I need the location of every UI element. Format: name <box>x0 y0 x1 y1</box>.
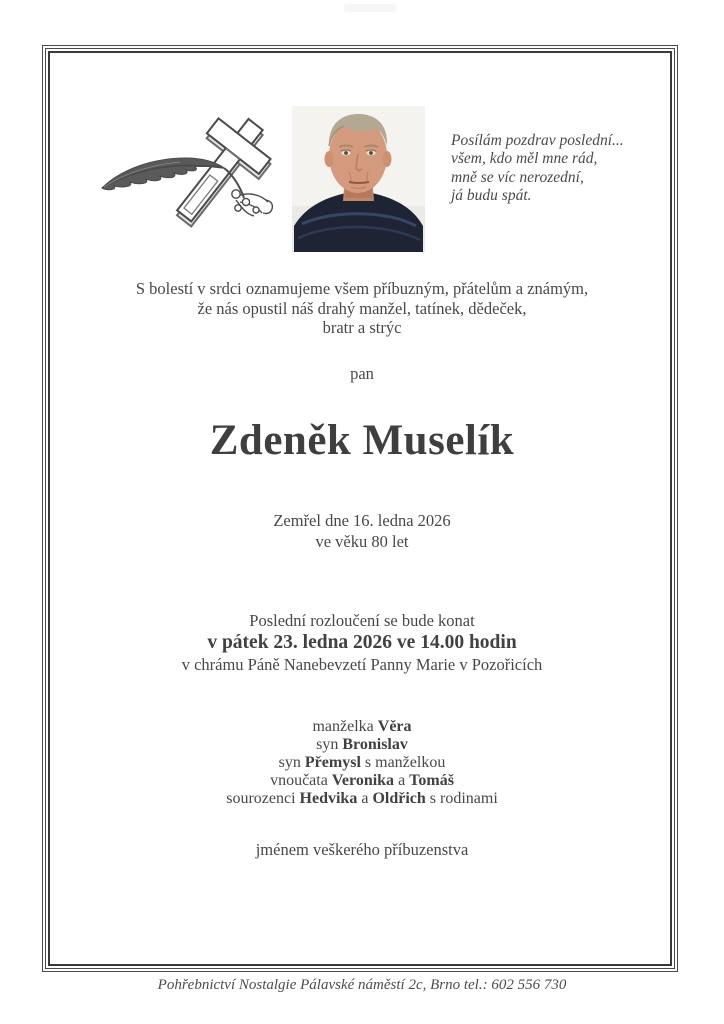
scan-artifact <box>344 4 396 12</box>
cross-and-feather-icon <box>90 112 286 228</box>
family-line: syn Přemysl s manželkou <box>278 753 446 771</box>
poem <box>451 132 637 206</box>
deceased-name: Zdeněk Muselík <box>209 417 515 464</box>
funeral-datetime: v pátek 23. ledna 2026 ve 14.00 hodin <box>207 632 517 653</box>
poem-line: Posílám pozdrav poslední... <box>451 132 624 149</box>
family-line: syn Bronislav <box>316 735 408 753</box>
death-age-line: ve věku 80 let <box>315 531 409 551</box>
family-line: vnoučata Veronika a Tomáš <box>270 771 454 789</box>
honorific: pan <box>350 364 374 383</box>
announcement-line: S bolestí v srdci oznamujeme všem příbuzným, přátelům a známým, <box>135 279 589 298</box>
family-line: manželka Věra <box>312 718 412 735</box>
funeral-info <box>42 611 682 675</box>
family-line: sourozenci Hedvika a Oldřich s rodinami <box>226 789 498 807</box>
funeral-location: v chrámu Páně Nanebevzetí Panny Marie v Pozořicích <box>181 655 543 674</box>
announcement-line: bratr a strýc <box>322 318 402 338</box>
death-info <box>42 511 682 552</box>
poem-line: mně se víc nerozední, <box>451 168 584 186</box>
closing-line: jménem veškerého příbuzenstva <box>255 840 469 859</box>
poem-line: já budu spát. <box>451 187 532 205</box>
poem-line: všem, kdo měl mne rád, <box>451 150 598 168</box>
announcement <box>42 279 682 338</box>
announcement-line: že nás opustil náš drahý manžel, tatínek, dědeček, <box>197 298 527 318</box>
family-list <box>42 718 682 808</box>
portrait-photo <box>292 106 425 252</box>
funeral-home-footer: Pohřebnictví Nostalgie Pálavské náměstí 2c, Brno tel.: 602 556 730 <box>157 977 567 993</box>
death-date-line: Zemřel dne 16. ledna 2026 <box>273 511 451 530</box>
funeral-intro: Poslední rozloučení se bude konat <box>249 611 475 630</box>
